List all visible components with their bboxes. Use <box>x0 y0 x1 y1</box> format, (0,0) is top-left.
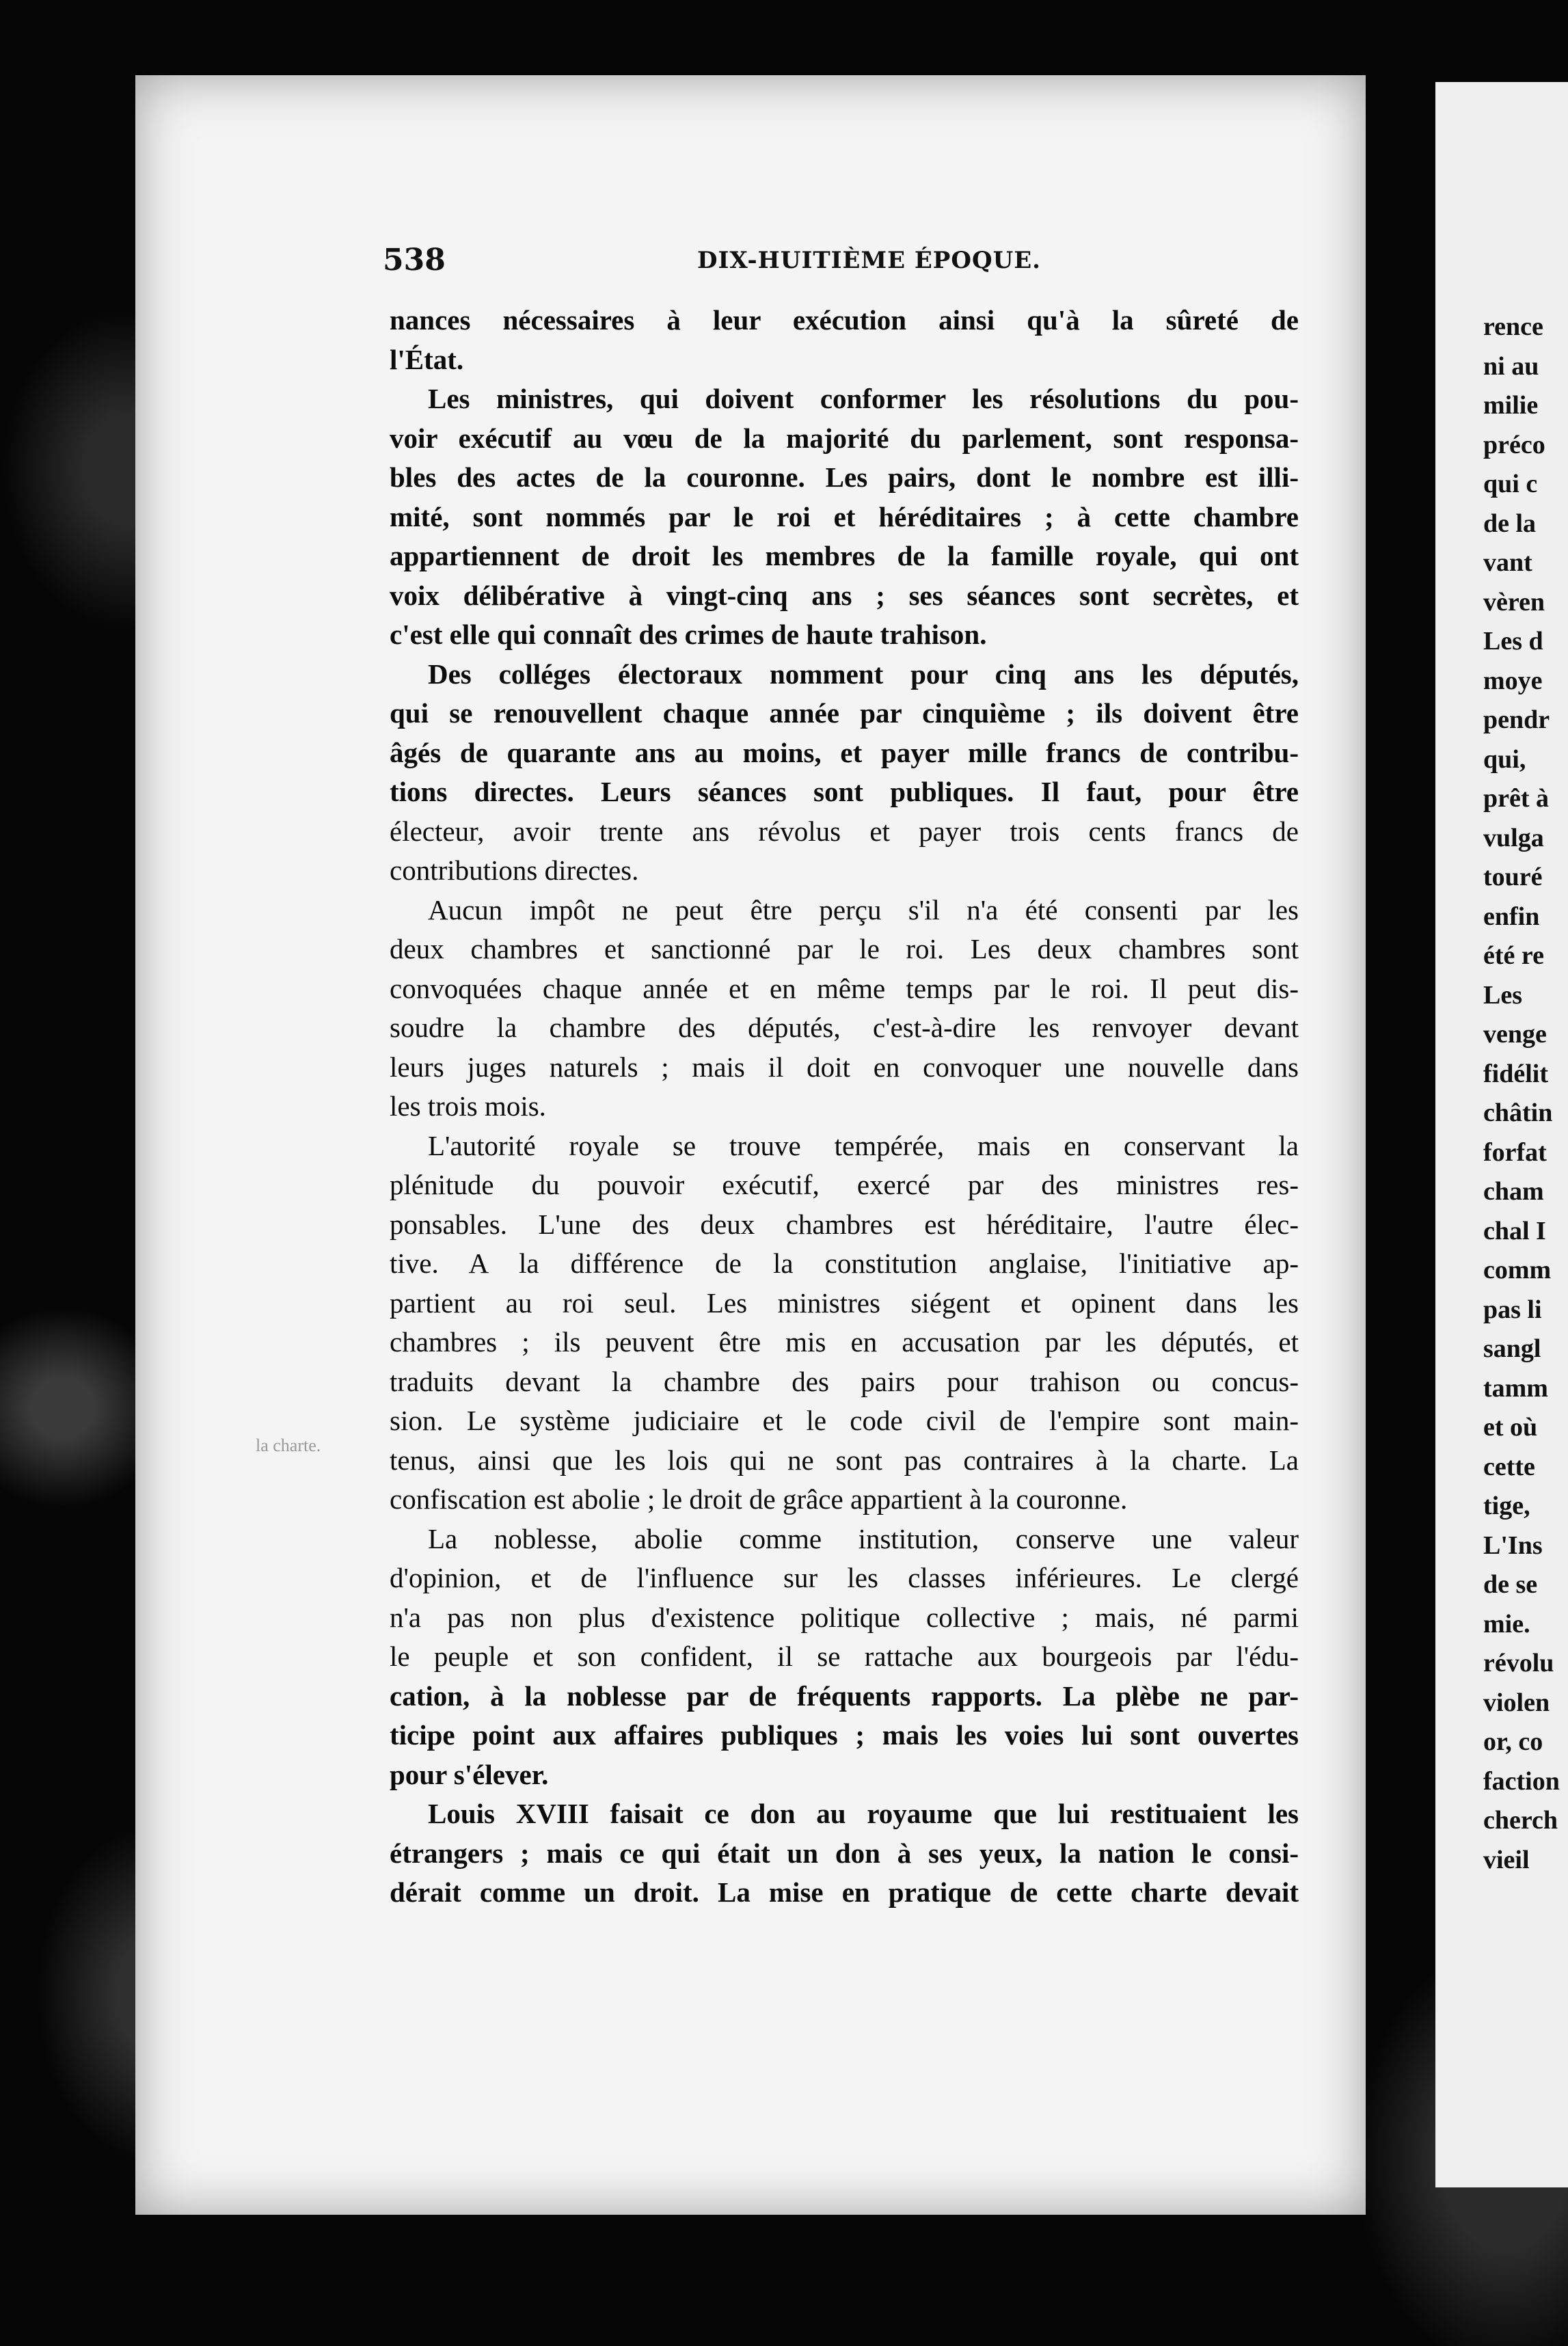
adjacent-page-fragment: mie. <box>1483 1609 1530 1639</box>
adjacent-page-fragment: L'Ins <box>1483 1531 1543 1560</box>
text-line: mité, sont nommés par le roi et héréditaires ; à cette chambre <box>390 500 1299 532</box>
text-line: traduits devant la chambre des pairs pour trahison ou concus- <box>390 1365 1299 1397</box>
adjacent-page-fragment: enfin <box>1483 902 1540 931</box>
text-line: contributions directes. <box>390 854 639 886</box>
text-line: c'est elle qui connaît des crimes de haute trahison. <box>390 619 987 650</box>
text-line: étrangers ; mais ce qui était un don à ses yeux, la nation le consi- <box>390 1837 1299 1869</box>
adjacent-page-fragment: de la <box>1483 509 1537 538</box>
text-line: chambres ; ils peuvent être mis en accusation par les députés, et <box>390 1326 1299 1358</box>
adjacent-page-fragment: tamm <box>1483 1373 1548 1403</box>
text-line: qui se renouvellent chaque année par cinquième ; ils doivent être <box>390 697 1299 729</box>
text-line: tions directes. Leurs séances sont publiques. Il faut, pour être <box>390 776 1299 807</box>
text-line: les trois mois. <box>390 1090 546 1122</box>
adjacent-page-fragment: or, co <box>1483 1727 1543 1756</box>
adjacent-page-fragment: qui c <box>1483 470 1538 498</box>
adjacent-page-fragment: vèren <box>1483 587 1545 617</box>
text-line: Aucun impôt ne peut être perçu s'il n'a été consenti par les <box>428 893 1299 926</box>
text-line: ponsables. L'une des deux chambres est héréditaire, l'autre élec- <box>390 1208 1299 1240</box>
running-title: DIX-HUITIÈME ÉPOQUE. <box>697 247 1041 274</box>
adjacent-page-fragment: fidélit <box>1483 1059 1548 1088</box>
adjacent-page-fragment: vant <box>1483 548 1532 577</box>
text-line: ticipe point aux affaires publiques ; mais les voies lui sont ouvertes <box>390 1719 1299 1751</box>
text-line: pour s'élever. <box>390 1758 549 1790</box>
adjacent-page-fragment: faction <box>1483 1766 1560 1796</box>
adjacent-page-fragment: vulga <box>1483 823 1544 852</box>
text-line: Des colléges électoraux nomment pour cinq ans les députés, <box>428 658 1299 690</box>
text-line: Les ministres, qui doivent conformer les résolutions du pou- <box>428 383 1299 414</box>
adjacent-page-fragment: chal I <box>1483 1216 1546 1245</box>
adjacent-page-fragment: été re <box>1483 941 1544 970</box>
adjacent-page-fragment: vieil <box>1483 1845 1530 1874</box>
adjacent-page-fragment: pendr <box>1483 705 1550 734</box>
page-header <box>383 243 1299 284</box>
body-text <box>390 301 1299 1913</box>
text-line: deux chambres et sanctionné par le roi. Les deux chambres sont <box>390 933 1299 965</box>
text-line: soudre la chambre des députés, c'est-à-dire les renvoyer devant <box>390 1012 1299 1043</box>
adjacent-page-fragment: rence <box>1483 312 1543 341</box>
text-line: cation, à la noblesse par de fréquents rapports. La plèbe ne par- <box>390 1680 1299 1712</box>
text-line: voir exécutif au vœu de la majorité du parlement, sont responsa- <box>390 422 1299 454</box>
text-line: L'autorité royale se trouve tempérée, mais en conservant la <box>428 1129 1299 1161</box>
text-line: convoquées chaque année et en même temps par le roi. Il peut dis- <box>390 972 1299 1004</box>
text-line: n'a pas non plus d'existence politique collective ; mais, né parmi <box>390 1601 1299 1633</box>
adjacent-page-fragment: violen <box>1483 1688 1550 1717</box>
adjacent-page-fragment: touré <box>1483 863 1543 891</box>
adjacent-page-text <box>1483 308 1568 1880</box>
text-line: confiscation est abolie ; le droit de grâce appartient à la couronne. <box>390 1483 1128 1515</box>
text-line: tive. A la différence de la constitution anglaise, l'initiative ap- <box>390 1248 1299 1279</box>
text-line: tenus, ainsi que les lois qui ne sont pas contraires à la charte. La <box>390 1444 1299 1476</box>
adjacent-page-fragment: châtin <box>1483 1098 1553 1127</box>
adjacent-page-fragment: cette <box>1483 1452 1535 1481</box>
adjacent-page-fragment: de se <box>1483 1570 1538 1599</box>
text-line: âgés de quarante ans au moins, et payer mille francs de contribu- <box>390 736 1299 768</box>
adjacent-page-fragment: ni au <box>1483 351 1539 381</box>
adjacent-page-fragment: et où <box>1483 1413 1538 1442</box>
adjacent-page-fragment: cherch <box>1483 1806 1558 1835</box>
adjacent-page-fragment: comm <box>1483 1256 1552 1284</box>
text-line: La noblesse, abolie comme institution, conserve une valeur <box>428 1522 1299 1554</box>
adjacent-page-fragment: moye <box>1483 666 1543 695</box>
adjacent-page-fragment: révolu <box>1483 1649 1554 1677</box>
text-line: appartiennent de droit les membres de la famille royale, qui ont <box>390 540 1299 571</box>
adjacent-page-fragment: Les d <box>1483 627 1543 656</box>
text-line: nances nécessaires à leur exécution ainsi qu'à la sûreté de <box>390 304 1299 336</box>
text-line: partient au roi seul. Les ministres siégent et opinent dans les <box>390 1286 1299 1319</box>
text-line: le peuple et son confident, il se rattache aux bourgeois par l'édu- <box>390 1641 1299 1672</box>
adjacent-page-fragment: milie <box>1483 391 1539 420</box>
text-line: dérait comme un droit. La mise en pratique de cette charte devait <box>390 1876 1299 1908</box>
adjacent-page-fragment: pas li <box>1483 1295 1542 1324</box>
text-line: Louis XVIII faisait ce don au royaume que lui restituaient les <box>428 1798 1299 1829</box>
text-line: plénitude du pouvoir exécutif, exercé par des ministres res- <box>390 1169 1299 1200</box>
adjacent-page-fragment: forfat <box>1483 1137 1547 1167</box>
text-line: bles des actes de la couronne. Les pairs, dont le nombre est illi- <box>390 461 1299 493</box>
text-line: voix délibérative à vingt-cinq ans ; ses séances sont secrètes, et <box>390 579 1299 611</box>
text-line: leurs juges naturels ; mais il doit en convoquer une nouvelle dans <box>390 1051 1299 1083</box>
margin-note: la charte. <box>256 1435 321 1455</box>
adjacent-page-fragment: préco <box>1483 430 1545 459</box>
text-line: électeur, avoir trente ans révolus et payer trois cents francs de <box>390 815 1299 847</box>
page-number: 538 <box>383 243 446 278</box>
adjacent-page-fragment: qui, <box>1483 744 1526 774</box>
text-line: l'État. <box>390 343 464 375</box>
adjacent-page-fragment: cham <box>1483 1177 1544 1206</box>
text-line: sion. Le système judiciaire et le code civil de l'empire sont main- <box>390 1405 1299 1436</box>
adjacent-page-fragment: tige, <box>1483 1492 1530 1520</box>
adjacent-page-edge <box>1435 82 1568 2187</box>
adjacent-page-fragment: Les <box>1483 980 1522 1010</box>
adjacent-page-fragment: venge <box>1483 1020 1547 1049</box>
adjacent-page-fragment: prêt à <box>1483 784 1550 813</box>
adjacent-page-fragment: sangl <box>1483 1334 1541 1363</box>
text-line: d'opinion, et de l'influence sur les classes inférieures. Le clergé <box>390 1562 1299 1593</box>
